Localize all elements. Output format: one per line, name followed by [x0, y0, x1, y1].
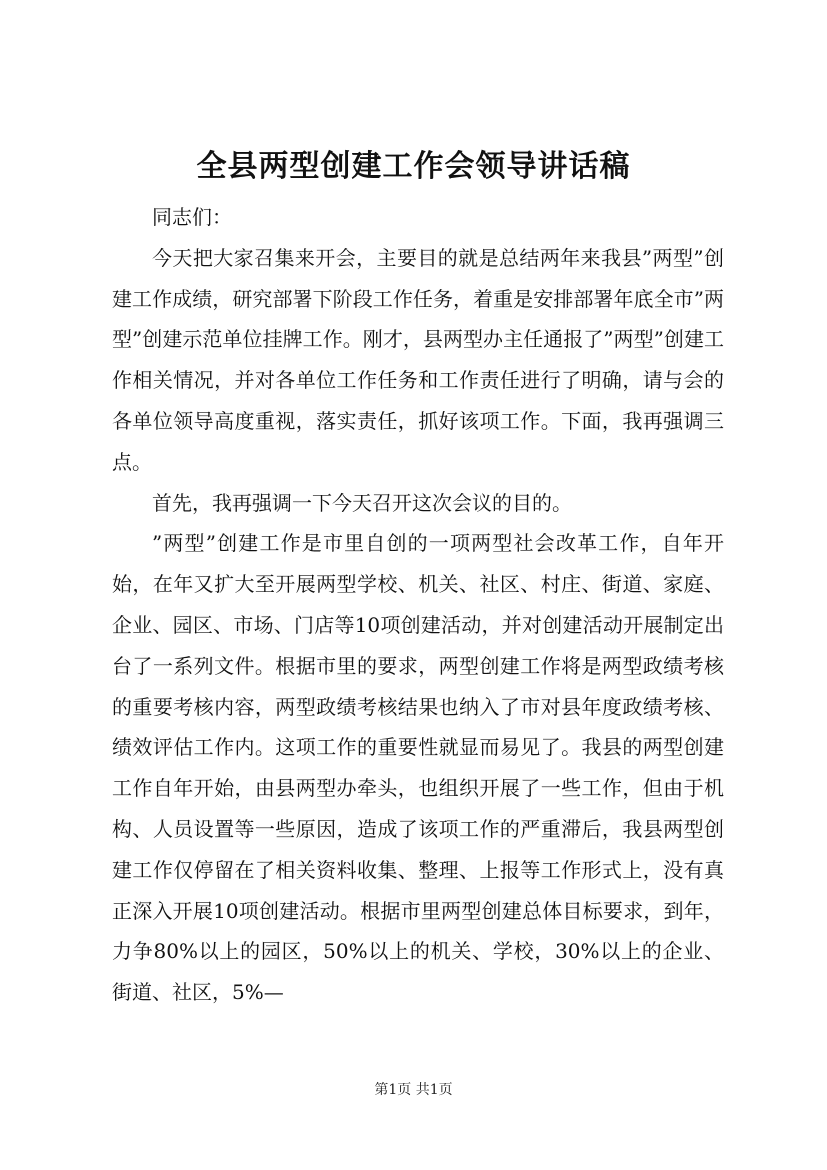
greeting-line: 同志们：: [152, 205, 232, 229]
paragraph-1: 今天把大家召集来开会，主要目的就是总结两年来我县”两型”创建工作成绩，研究部署下阶段工作任务，着重是安排部署年底全市”两型”创建示范单位挂牌工作。刚才，县两型办主任通报了”两型”创建工作相关情况，并对各单位工作任务和工作责任进行了明确，请与会的各单位领导高度重视，落实责任，抓好该项工作。下面，我再强调三点。: [112, 245, 724, 474]
document-body: [112, 197, 724, 1013]
paragraph-2: 首先，我再强调一下今天召开这次会议的目的。: [152, 490, 572, 515]
paragraph-3: ”两型”创建工作是市里自创的一项两型社会改革工作，自年开始，在年又扩大至开展两型学校、机关、社区、村庄、街道、家庭、企业、园区、市场、门店等10项创建活动，并对创建活动开展制定出台了一系列文件。根据市里的要求，两型创建工作将是两型政绩考核的重要考核内容，两型政绩考核结果也纳入了市对县年度政绩考核、绩效评估工作内。这项工作的重要性就显而易见了。我县的两型创建工作自年开始，由县两型办牵头，也组织开展了一些工作，但由于机构、人员设置等一些原因，造成了该项工作的严重滞后，我县两型创建工作仅停留在了相关资料收集、整理、上报等工作形式上，没有真正深入开展10项创建活动。根据市里两型创建总体目标要求，到年，力争80%以上的园区，50%以上的机关、学校，30%以上的企业、街道、社区，5%—: [112, 531, 724, 1005]
page-footer: 第1页 共1页: [374, 1082, 453, 1098]
document-title: 全县两型创建工作会领导讲话稿: [196, 149, 631, 184]
